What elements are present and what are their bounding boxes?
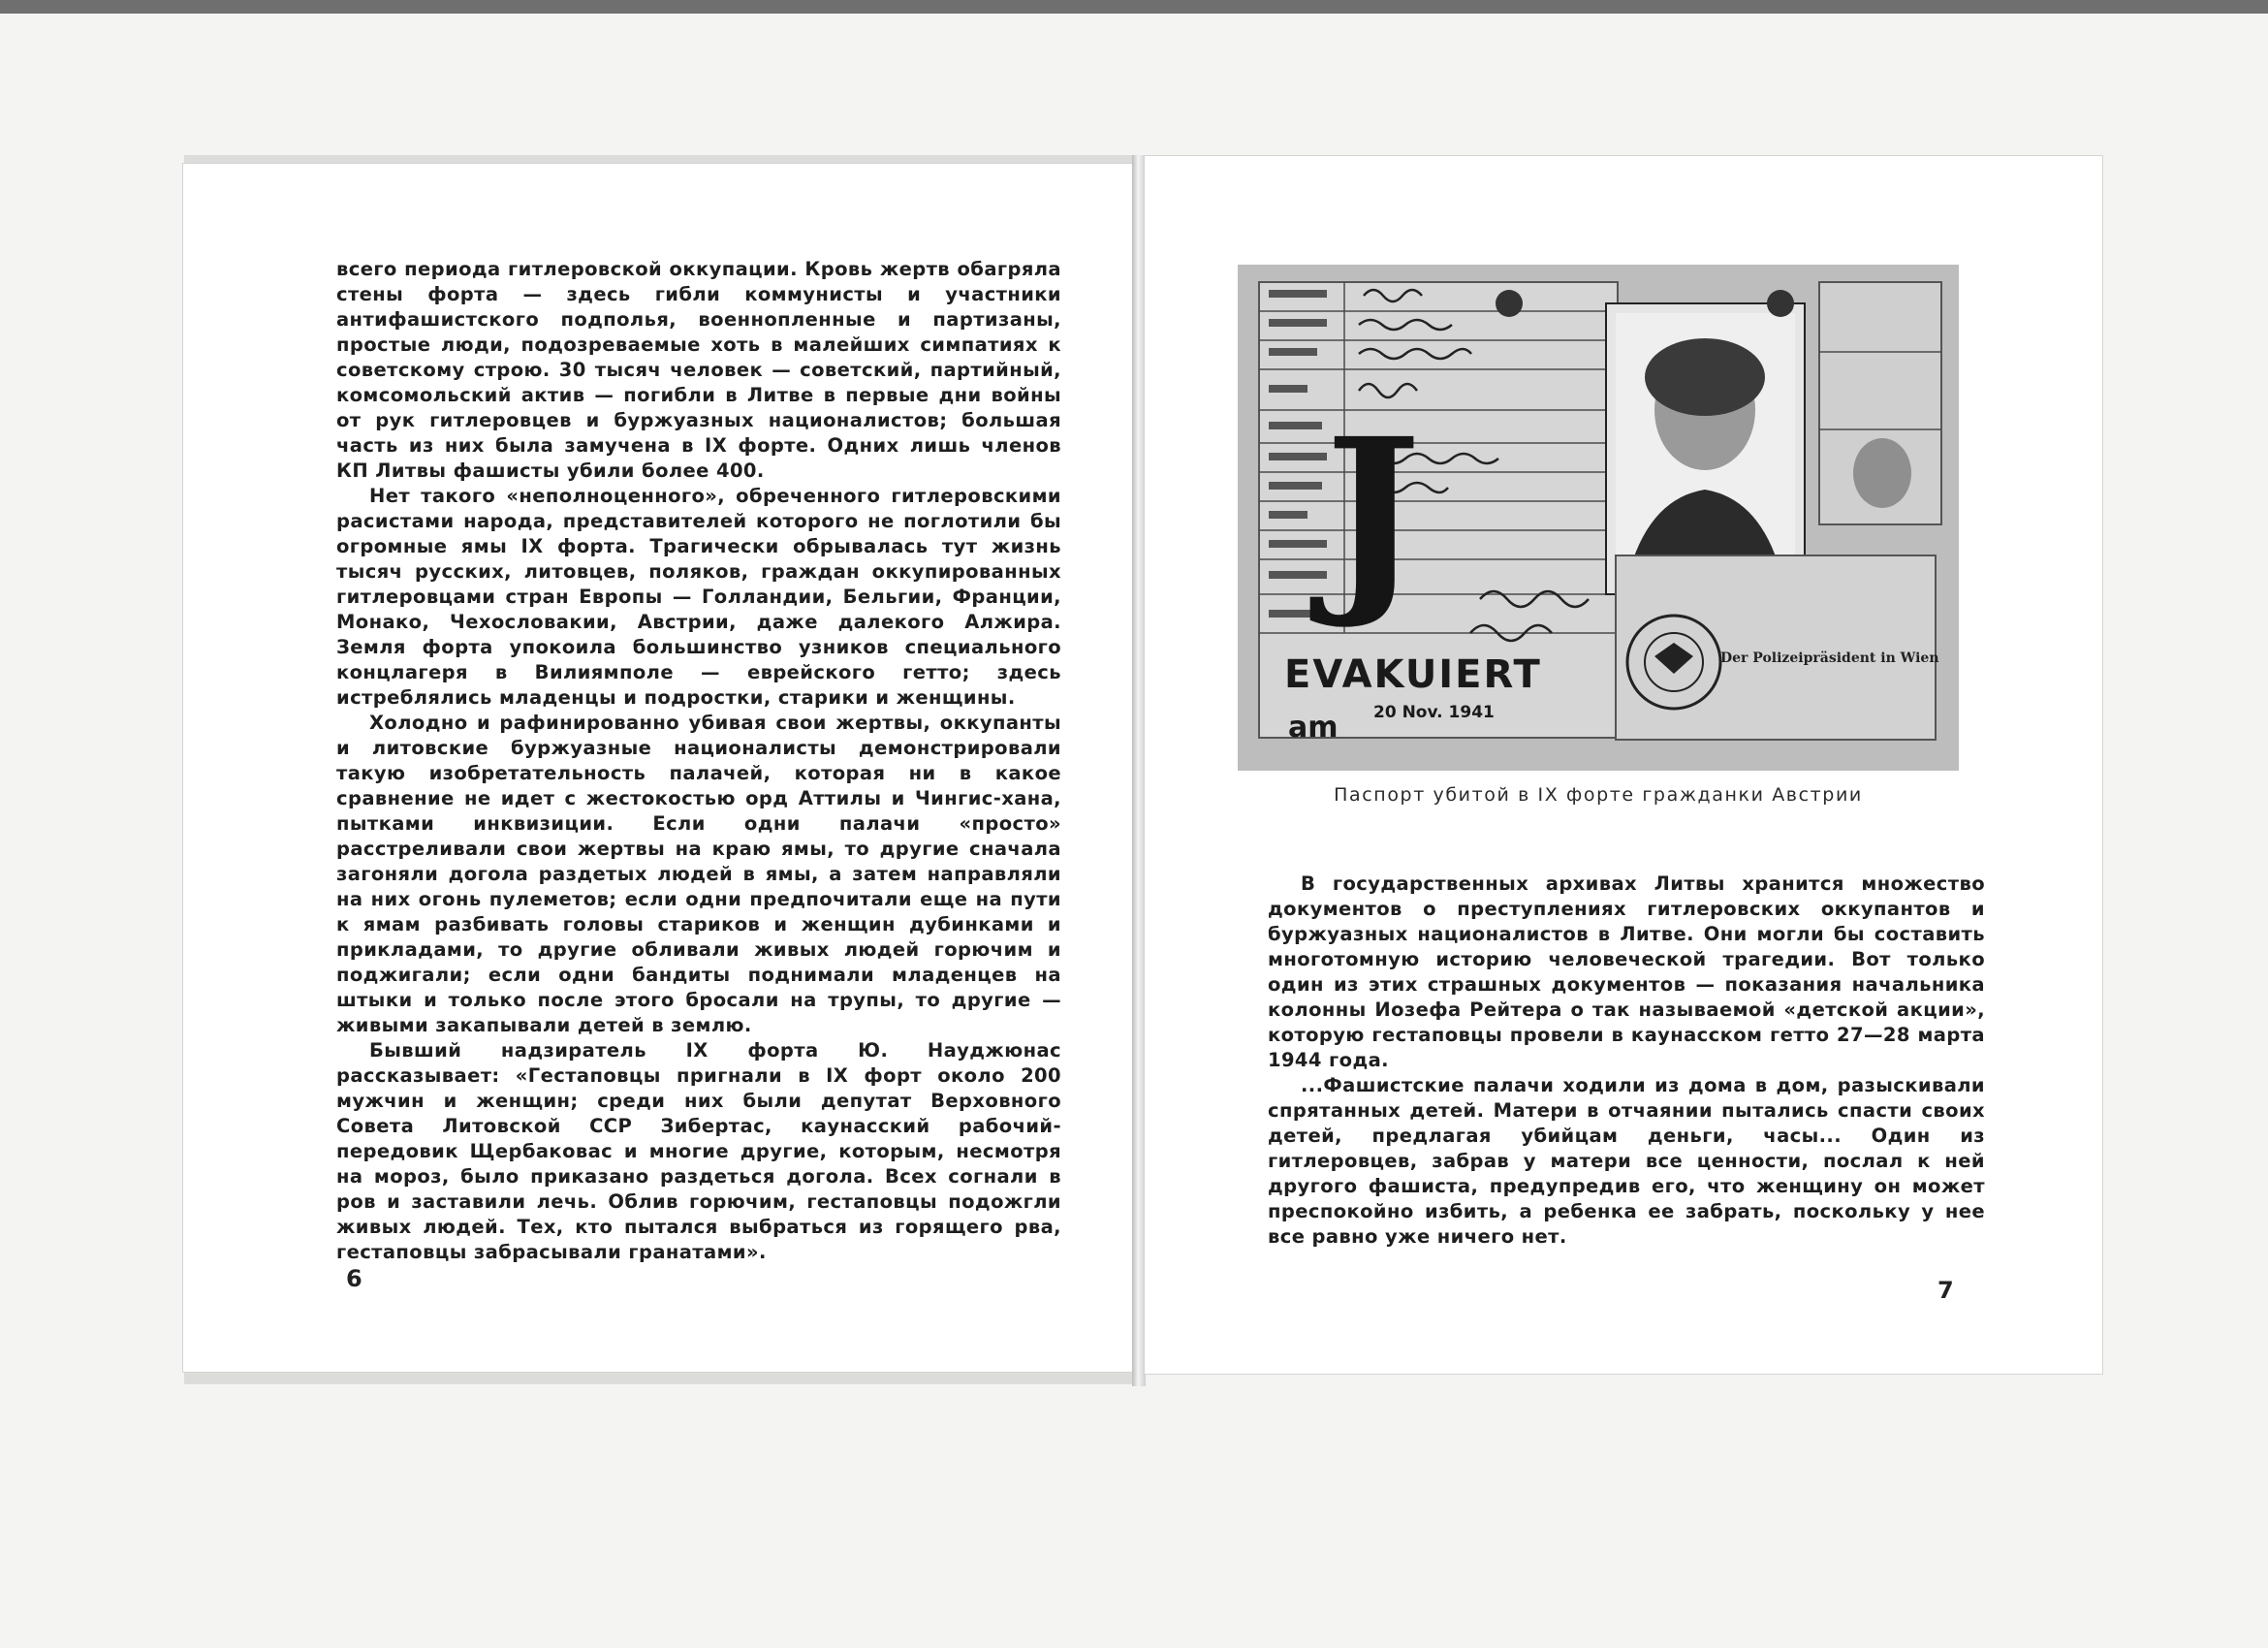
right-page-text (1268, 872, 1985, 1250)
paragraph: Холодно и рафинированно убивая свои жертвы, оккупанты и литовские буржуазные националисты демонстрировали такую изобретательность палачей, которая ни в какое сравнение не идет с жестокостью орд Аттилы и Чингис-хана, пытками инквизиции. Если одни палачи «просто» расстреливали свои жертвы на краю ямы, то другие сначала загоняли догола раздетых людей в ямы, а затем направляли на них огонь пулеметов; если одни предпочитали еще на пути к ямам разбивать головы стариков и женщин дубинками и прикладами, то другие обливали живых людей горючим и поджигали; если одни бандиты поднимали младенцев на штыки и только после этого бросали на трупы, то другие — живыми закапывали детей в землю. (336, 712, 1061, 1036)
left-page-text (336, 257, 1061, 1265)
paragraph: Бывший надзиратель IX форта Ю. Науджюнас рассказывает: «Гестаповцы пригнали в IX форт около 200 мужчин и женщин; среди них были депутат Верховного Совета Литовской ССР Зибертас, каунасский рабочий-передовик Щербаковас и многие другие, которым, несмотря на мороз, было приказано раздеться догола. Всех согнали в ров и заставили лечь. Облив горючим, гестаповцы подожгли живых людей. Тех, кто пытался выбраться из горящего рва, гестаповцы забрасывали гранатами». (336, 1039, 1061, 1263)
stamp-date: 20 Nov. 1941 (1373, 703, 1495, 722)
paragraph: ...Фашистские палачи ходили из дома в дом, разыскивали спрятанных детей. Матери в отчаянии пытались спасти своих детей, предлагая убийцам деньги, часы... Один из гитлеровцев, забрав у матери все ценности, послал к ней другого фашиста, предупредив его, что женщину он может преспокойно избить, а ребенка ее забрать, поскольку у нее все равно уже ничего нет. (1268, 1074, 1985, 1248)
scan-top-edge (0, 0, 2268, 14)
evakuiert-stamp: EVAKUIERT (1284, 652, 1542, 697)
page-number: 7 (1937, 1277, 1954, 1304)
passport-photo (1238, 265, 1959, 771)
left-page (182, 163, 1136, 1373)
paragraph: Нет такого «неполноценного», обреченного гитлеровскими расистами народа, представителей которого не поглотили бы огромные ямы IX форта. Трагически обрывалась тут жизнь тысяч русских, литовцев, поляков, граждан оккупированных гитлеровцами стран Европы — Голландии, Бельгии, Франции, Монако, Чехословакии, Австрии, даже далекого Алжира. Земля форта упокоила большинство узников специального концлагеря в Вилиямполе — еврейского гетто; здесь истреблялись младенцы и подростки, старики и женщины. (336, 485, 1061, 709)
authority-text: Der Polizeipräsident in Wien (1720, 650, 1939, 666)
right-page (1144, 155, 2103, 1375)
stamp-am: am (1288, 711, 1339, 745)
j-mark: J (1325, 394, 1422, 633)
page-number: 6 (346, 1265, 362, 1292)
paragraph: всего периода гитлеровской оккупации. Кровь жертв обагряла стены форта — здесь гибли коммунисты и участники антифашистского подполья, военнопленные и партизаны, простые люди, подозреваемые хоть в малейших симпатиях к советскому строю. 30 тысяч человек — советский, партийный, комсомольский актив — погибли в Литве в первые дни войны от рук гитлеровцев и буржуазных националистов; большая часть из них была замучена в IX форте. Одних лишь членов КП Литвы фашисты убили более 400. (336, 258, 1061, 482)
paragraph: В государственных архивах Литвы хранится множество документов о преступлениях гитлеровских оккупантов и буржуазных националистов в Литве. Они могли бы составить многотомную историю человеческой трагедии. Вот только один из этих страшных документов — показания начальника колонны Иозефа Рейтера о так называемой «детской акции», которую гестаповцы провели в каунасском гетто 27—28 марта 1944 года. (1268, 872, 1985, 1071)
photo-caption: Паспорт убитой в IX форте гражданки Австрии (1334, 784, 1863, 806)
